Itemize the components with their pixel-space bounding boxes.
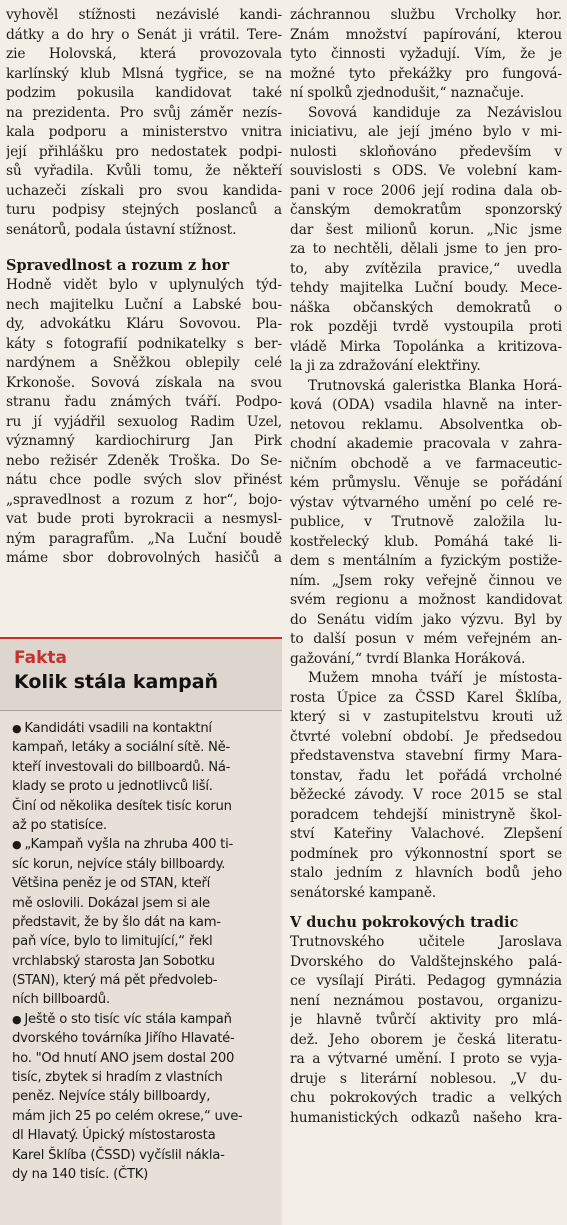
- text-line: dy na 140 tisíc. (ČTK): [12, 1166, 149, 1182]
- text-line: turu podpisy stejných poslanců a: [6, 202, 282, 218]
- text-line: ních billboardů.: [12, 992, 110, 1008]
- right-paragraph-3: [290, 377, 562, 670]
- text-line: (STAN), který má pět předvoleb-: [12, 973, 218, 989]
- text-line: dem s mentálním a fyzickým postiže-: [290, 553, 562, 569]
- text-line: la ji za zdražování elektřiny.: [290, 358, 481, 374]
- text-line: uchazeči získali pro svou kandida-: [6, 182, 282, 199]
- text-line: rok později tvrdě vystoupila proti: [290, 319, 562, 335]
- right-paragraph-1: [290, 0, 562, 104]
- text-line: dež. Jeho oborem je česká literatu-: [290, 1031, 562, 1048]
- text-line: mě oslovili. Dokázal jsem si ale: [12, 895, 210, 911]
- text-line: ní spolků zjednodušit,“ naznačuje.: [290, 85, 525, 101]
- text-line: vládě Mirka Topolánka a kritizova-: [290, 338, 562, 355]
- text-line: není neznámou postavou, organizu-: [290, 992, 562, 1009]
- text-line: na prezidenta. Pro svůj záměr nezís-: [6, 104, 282, 121]
- bullet-icon: ●: [12, 722, 22, 735]
- text-line: Mužem mnoha tváří je místosta-: [308, 670, 562, 686]
- text-line: sů vyřadila. Kvůli tomu, že někteří: [6, 163, 282, 179]
- text-line: to další posun v mém veřejném an-: [290, 631, 562, 647]
- text-line: tonstav, řadu let pořádá vrcholné: [290, 767, 562, 784]
- text-line: chodní akademie pracovala v zahra-: [290, 436, 562, 452]
- text-line: její přihlášku pro nedostatek podpi-: [6, 143, 282, 160]
- text-line: ● Ještě o sto tisíc víc stála kampaň: [12, 1011, 232, 1027]
- text-line: Sovová kandiduje za Nezávislou: [308, 104, 562, 121]
- text-line: až po statisíce.: [12, 817, 107, 833]
- text-line: máme sbor dobrovolných hasičů a: [6, 550, 282, 566]
- text-line: to, aby zvítězila pravice,“ uvedla: [290, 260, 562, 277]
- text-line: významný kardiochirurg Jan Pirk: [6, 433, 282, 449]
- text-line: kteří investovali do billboardů. Ná-: [12, 759, 231, 775]
- text-line: podmínek pro výkonnostní sport se: [290, 845, 562, 862]
- text-line: kostřelecký klub. Pomáhá také li-: [290, 533, 562, 550]
- text-line: káty s fotografií podnikatelky s ber-: [6, 335, 282, 352]
- text-line: kala podporu a ministerstvo vnitra: [6, 124, 282, 140]
- text-line: Činí od několika desítek tisíc korun: [12, 798, 232, 814]
- right-paragraph-4: [290, 669, 562, 903]
- text-line: druje s literární noblesou. „V du-: [290, 1070, 562, 1087]
- text-line: čtvrté volební období. Je předsedou: [290, 728, 562, 745]
- text-line: peněz. Nejvíce stály billboardy,: [12, 1089, 211, 1105]
- section-heading: V duchu pokrokových tradic: [290, 914, 519, 931]
- text-line: stranu řadu známých tváří. Podpo-: [6, 394, 282, 410]
- text-line: ství Kateřiny Valachové. Zlepšení: [290, 826, 562, 842]
- left-paragraph-1: [6, 0, 282, 240]
- text-line: ním. „Jsem roky veřejně činnou ve: [290, 572, 562, 589]
- bullet-icon: ●: [12, 838, 22, 852]
- text-line: pani v roce 2006 její rodina dala ob-: [290, 182, 562, 199]
- fact-box-header: [0, 639, 282, 711]
- text-line: ra a výtvarné umění. I proto se vyja-: [290, 1051, 562, 1067]
- text-line: dvorského továrníka Jiřího Hlavaté-: [12, 1031, 235, 1047]
- text-line: senátorů, podala ústavní stížnost.: [6, 221, 237, 238]
- text-line: nardýnem a Sněžkou oblepily celé: [6, 355, 282, 371]
- text-line: Znám množství papírování, kterou: [290, 26, 562, 43]
- text-line: ným paragrafům. „Na Luční boudě: [6, 530, 282, 547]
- text-line: do Senátu vidím jako výzvu. Byl by: [290, 611, 562, 628]
- text-line: publice, v Trutnově založila lu-: [290, 514, 562, 530]
- text-line: Trutnovská galeristka Blanka Horá-: [308, 377, 562, 394]
- text-line: zie Holovská, která provozovala: [6, 46, 282, 62]
- text-line: vyhověl stížnosti nezávislé kandi-: [6, 7, 282, 23]
- text-line: vat bude proti byrokracii a nesmysl-: [6, 511, 282, 527]
- text-line: za to nechtěli, dělali jsme to jen pro-: [290, 241, 562, 257]
- text-line: ce vysílají Piráti. Pedagog gymnázia: [290, 973, 562, 989]
- text-line: Karel Šklíba (ČSSD) vyčíslil nákla-: [12, 1147, 225, 1163]
- text-line: možné tyto překážky pro fungová-: [290, 65, 562, 82]
- text-line: chu pokrokových tradic a velkých: [290, 1090, 562, 1106]
- text-line: ru jí vyjádřil sexuolog Radim Uzel,: [6, 413, 282, 430]
- text-line: rosta Úpice za ČSSD Karel Šklíba,: [290, 689, 562, 706]
- text-line: dar šest milionů korun. „Nic jsme: [290, 221, 562, 238]
- text-line: ● Kandidáti vsadili na kontaktní: [12, 721, 212, 736]
- text-line: ho. "Od hnutí ANO jsem dostal 200: [12, 1050, 235, 1066]
- fact-box-title: Kolik stála kampaň: [14, 671, 219, 693]
- left-paragraph-2: [6, 276, 282, 569]
- text-line: kampaň, letáky a sociální sítě. Ně-: [12, 740, 230, 756]
- text-line: vrchlabský starosta Jan Sobotku: [12, 953, 215, 969]
- bullet-icon: ●: [12, 1012, 22, 1026]
- text-line: ková (ODA) vsadila hlavně na inter-: [290, 397, 562, 413]
- text-line: poradcem tehdejší ministryně škol-: [290, 806, 562, 823]
- text-line: tyto činnosti vyžadují. Vím, že je: [290, 46, 562, 62]
- fact-box-body: [0, 711, 282, 1225]
- text-line: iniciativu, ale její jméno bylo v mi-: [290, 124, 562, 140]
- text-line: „spravedlnost a rozum z hor“, bojo-: [6, 491, 282, 508]
- text-line: podzim pokusila kandidovat také: [6, 85, 282, 101]
- text-line: nulosti skloňováno především v: [290, 143, 562, 160]
- text-line: gažování,“ tvrdí Blanka Horáková.: [290, 650, 526, 667]
- section-heading: Spravedlnost a rozum z hor: [6, 257, 230, 274]
- text-line: netovou reklamu. Absolventka ob-: [290, 416, 562, 433]
- text-line: výstav výtvarného umění po celé re-: [290, 494, 562, 511]
- text-line: karlínský klub Mlsná tygřice, se na: [6, 65, 282, 82]
- text-line: humanistických odkazů našeho kra-: [290, 1109, 562, 1126]
- text-line: mám jich 25 po celém okrese,“ uve-: [12, 1108, 243, 1124]
- text-line: který si v zastupitelstvu krouti už: [290, 709, 562, 725]
- text-line: tehdy majitelka Luční boudy. Mece-: [290, 280, 562, 296]
- text-line: představenstva stavební firmy Mara-: [290, 748, 562, 764]
- right-column: [290, 0, 562, 1128]
- text-line: svém regionu a možnost kandidovat: [290, 592, 562, 608]
- text-line: kém průmyslu. Věnuje se pořádání: [290, 475, 562, 491]
- text-line: senátorské kampaně.: [290, 884, 437, 901]
- text-line: souvislosti s ODS. Ve volební kam-: [290, 163, 562, 179]
- text-line: tisíc, zbytek si hradím z vlastních: [12, 1070, 223, 1086]
- text-line: Hodně vidět bylo v uplynulých týd-: [6, 277, 282, 293]
- text-line: Krkonoše. Sovová získala na svou: [6, 374, 282, 391]
- text-line: dy, advokátku Kláru Sovovou. Pla-: [6, 316, 282, 332]
- right-paragraph-5: [290, 933, 562, 1128]
- fact-bullet-1: [12, 719, 274, 835]
- text-line: dl Hlavatý. Úpický místostarosta: [12, 1128, 216, 1144]
- fact-bullet-3: [12, 1010, 274, 1185]
- text-line: Trutnovského učitele Jaroslava: [290, 934, 562, 950]
- text-line: ● „Kampaň vyšla na zhruba 400 ti-: [12, 837, 234, 853]
- text-line: paň více, bylo to limitující,“ řekl: [12, 934, 213, 950]
- text-line: náška občanských demokratů o: [290, 299, 562, 316]
- text-line: záchrannou službu Vrcholky hor.: [290, 7, 562, 23]
- fact-bullet-2: [12, 835, 274, 1010]
- fact-box-label: Fakta: [14, 648, 67, 668]
- text-line: čanským demokratům sponzorský: [290, 202, 562, 218]
- text-line: běžecké závody. V roce 2015 se stal: [290, 787, 562, 803]
- text-line: Většina peněz je od STAN, kteří: [12, 876, 211, 892]
- text-line: klady se proto u jednotlivců liší.: [12, 779, 213, 795]
- text-line: nebo režisér Zdeněk Troška. Do Se-: [6, 452, 282, 469]
- fact-box: [0, 637, 282, 1225]
- text-line: nátu chce podle svých slov přinést: [6, 472, 282, 488]
- text-line: Dvorského do Valdštejnského palá-: [290, 953, 562, 970]
- text-line: je hlavně tvůrčí aktivity pro mlá-: [290, 1012, 562, 1028]
- text-line: ničním obchodě a ve farmaceutic-: [290, 455, 562, 472]
- left-column: [6, 0, 282, 569]
- text-line: představit, že by šlo dát na kam-: [12, 914, 221, 930]
- text-line: nech majitelku Luční a Labské bou-: [6, 296, 282, 313]
- right-paragraph-2: [290, 104, 562, 377]
- text-line: síc korun, nejvíce stály billboardy.: [12, 856, 226, 872]
- text-line: stalo jedním z hlavních bodů jeho: [290, 865, 562, 881]
- text-line: dátky a do hry o Senát ji vrátil. Tere-: [6, 26, 282, 43]
